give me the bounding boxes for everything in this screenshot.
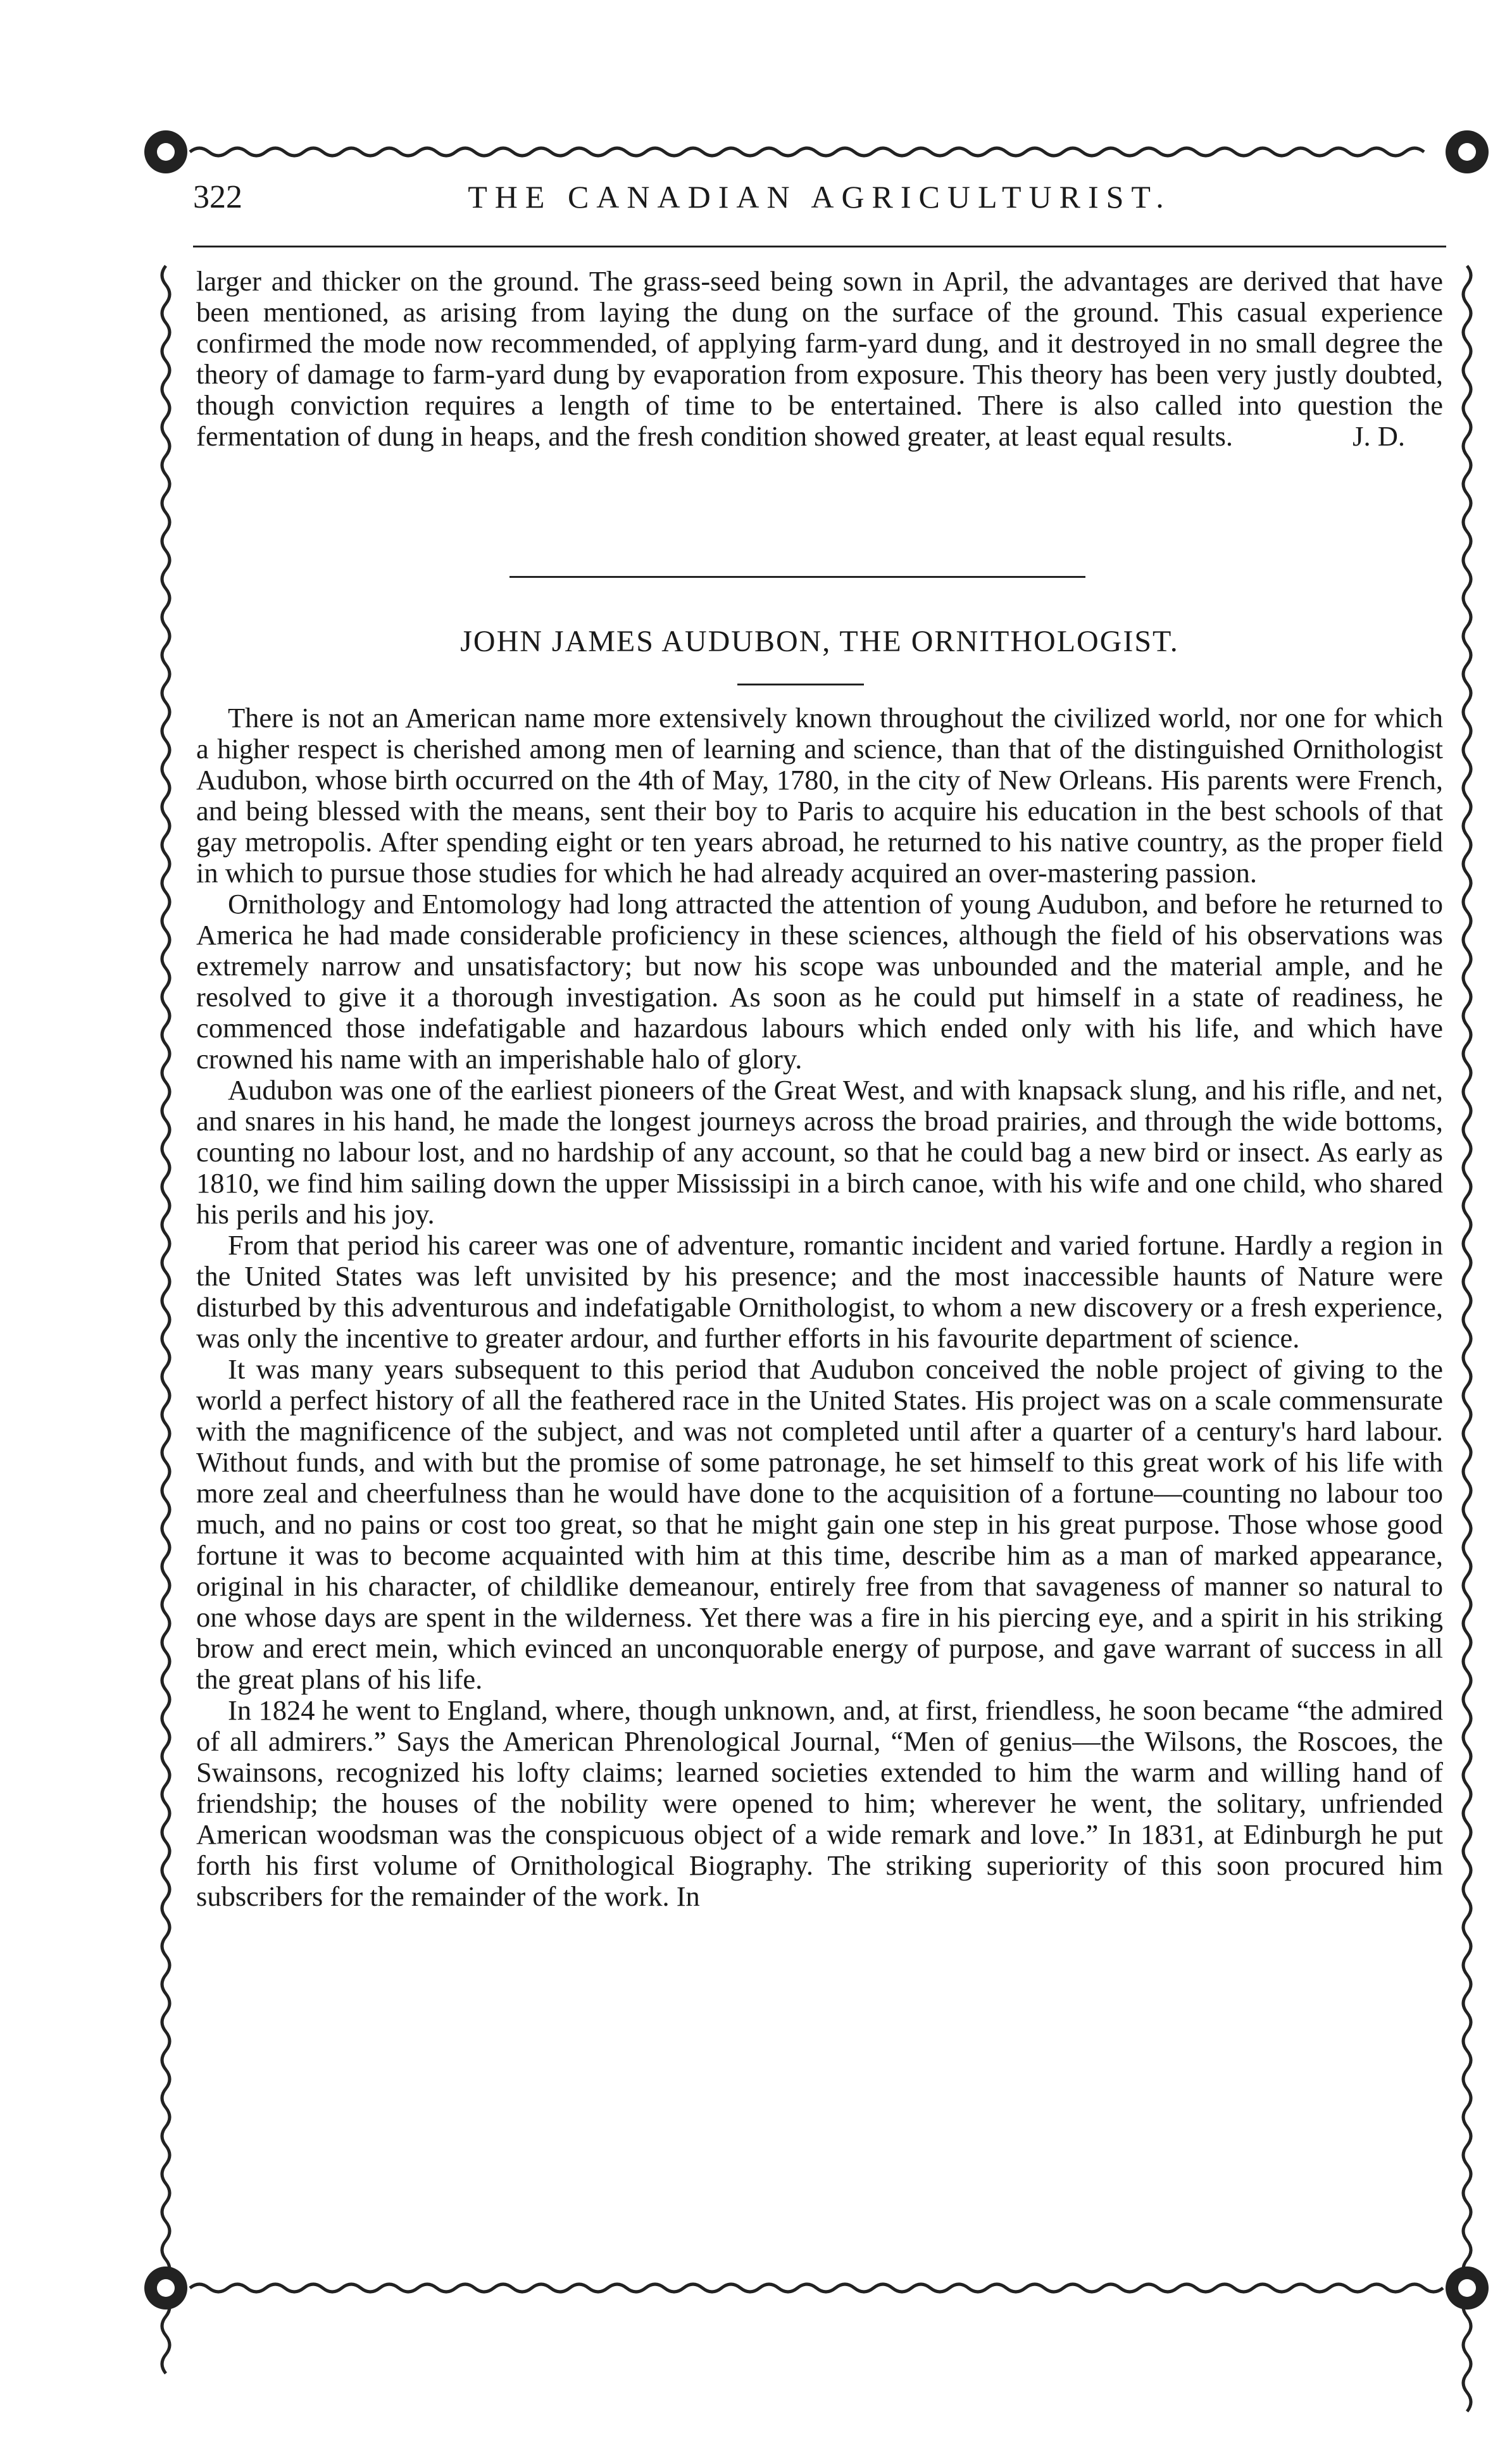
section-divider [509, 576, 1085, 578]
article-body [196, 703, 1443, 1912]
paragraph-5: It was many years subsequent to this period that Audubon conceived the noble project of giving to the world a perfect history of all the feathered race in the United States. His project was on a scale commensurate with the magnificence of the subject, and was not completed until after a quarter of a century's hard labour. Without funds, and with but the promise of some patronage, he set himself to this great work of his life with more zeal and cheerfulness than he would have done to the acquisition of a fortune—counting no labour too much, and no pains or cost too great, so that he might gain one step in his great purpose. Those whose good fortune it was to become acquainted with him at this time, describe him as a man of marked appearance, original in his character, of childlike demeanour, entirely free from that savageness of manner so natural to one whose days are spent in the wilderness. Yet there was a fire in his piercing eye, and a spirit in his striking brow and erect mein, which evinced an unconquorable energy of purpose, and gave warrant of success in all the great plans of his life. [196, 1353, 1443, 1695]
article-title: JOHN JAMES AUDUBON, THE ORNITHOLOGIST. [460, 625, 1179, 658]
running-title: THE CANADIAN AGRICULTURIST. [468, 179, 1171, 215]
paragraph-1: There is not an American name more extensively known throughout the civilized world, nor one for which a higher respect is cherished among men of learning and science, than that of the distinguished Ornithologist Audubon, whose birth occurred on the 4th of May, 1780, in the city of New Orleans. His parents were French, and being blessed with the means, sent their boy to Paris to acquire his education in the best schools of that gay metropolis. After spending eight or ten years abroad, he returned to his native country, as the proper field in which to pursue those studies for which he had already acquired an over-mastering passion. [196, 702, 1443, 889]
author-signature: J. D. [1353, 420, 1405, 452]
paragraph-3: Audubon was one of the earliest pioneers of the Great West, and with knapsack slung, and his rifle, and net, and snares in his hand, he made the longest journeys across the broad prairies, and through the wide bottoms, counting no labour lost, and no hardship of any account, so that he could bag a new bird or insect. As early as 1810, we find him sailing down the upper Mississipi in a birch canoe, with his wife and one child, who shared his perils and his joy. [196, 1074, 1443, 1230]
continued-article [196, 266, 1443, 452]
page-number: 322 [193, 179, 242, 215]
header-rule [193, 246, 1446, 247]
continued-paragraph: larger and thicker on the ground. The grass-seed being sown in April, the advantages are derived that have been mentioned, as arising from laying the dung on the surface of the ground. This casual experience confirmed the mode now recommended, of applying farm-yard dung, and it destroyed in no small degree the theory of damage to farm-yard dung by evaporation from exposure. This theory has been very justly doubted, though conviction requires a length of time to be entertained. There is also called into question the fermentation of dung in heaps, and the fresh condition showed greater, at least equal results. [196, 265, 1443, 452]
title-rule [737, 684, 864, 685]
paragraph-6: In 1824 he went to England, where, though unknown, and, at first, friendless, he soon became “the admired of all admirers.” Says the American Phrenological Journal, “Men of genius—the Wilsons, the Roscoes, the Swainsons, recognized his lofty claims; learned societies extended to him the warm and willing hand of friendship; the houses of the nobility were opened to him; wherever he went, the solitary, unfriended American woodsman was the conspicuous object of a wide remark and love.” In 1831, at Edinburgh he put forth his first volume of Ornithological Biography. The striking superiority of this soon procured him subscribers for the remainder of the work. In [196, 1694, 1443, 1912]
page-header [193, 178, 1446, 223]
paragraph-4: From that period his career was one of adventure, romantic incident and varied fortune. Hardly a region in the United States was left unvisited by his presence; and the most inaccessible haunts of Nature were disturbed by this adventurous and indefatigable Ornithologist, to whom a new discovery or a fresh experience, was only the incentive to greater ardour, and further efforts in his favourite department of science. [196, 1229, 1443, 1354]
paragraph-2: Ornithology and Entomology had long attracted the attention of young Audubon, and before he returned to America he had made considerable proficiency in these sciences, although the field of his observations was extremely narrow and unsatisfactory; but now his scope was unbounded and the material ample, and he resolved to give it a thorough investigation. As soon as he could put himself in a state of readiness, he commenced those indefatigable and hazardous labours which ended only with his life, and which have crowned his name with an imperishable halo of glory. [196, 888, 1443, 1075]
